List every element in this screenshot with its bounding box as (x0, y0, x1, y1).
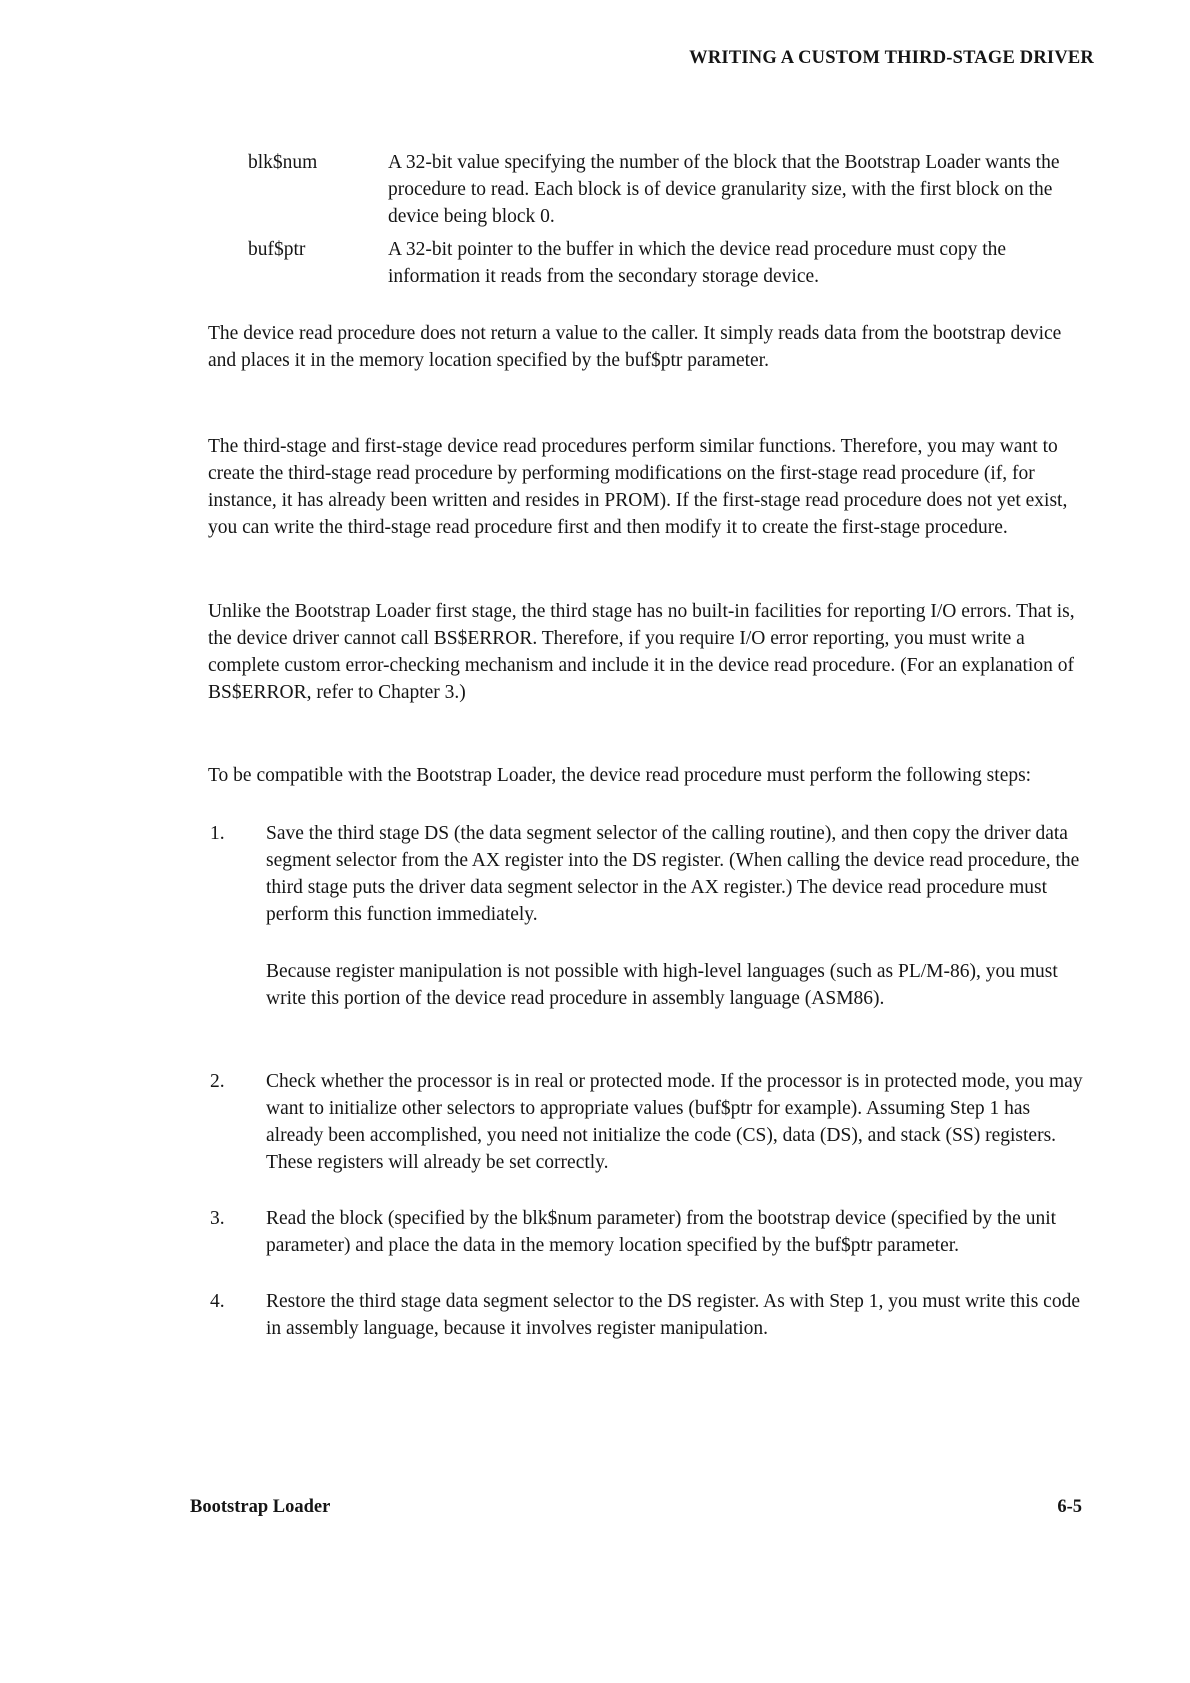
step-number: 1. (210, 823, 225, 844)
param-name: blk$num (248, 152, 318, 173)
page-header: WRITING A CUSTOM THIRD-STAGE DRIVER (689, 48, 1094, 68)
step-text: Check whether the processor is in real or protected mode. If the processor is in protected mode, you may want to initialize other selectors to appropriate values (buf$ptr for example). Assuming Step 1 has already been accomplished, you need not initialize the code (CS), data (DS), and stack (SS) registers. These registers will already be set correctly. (266, 1071, 1083, 1173)
body-paragraph: To be compatible with the Bootstrap Loader, the device read procedure must perform the following steps: (208, 765, 1032, 786)
param-description: A 32-bit value specifying the number of the block that the Bootstrap Loader wants the procedure to read. Each block is of device granularity size, with the first block on the device being block 0. (388, 152, 1060, 227)
step-number: 4. (210, 1291, 225, 1312)
step-number: 2. (210, 1071, 225, 1092)
param-name: buf$ptr (248, 239, 306, 260)
body-paragraph: Unlike the Bootstrap Loader first stage, the third stage has no built-in facilities for reporting I/O errors. That is, the device driver cannot call BS$ERROR. Therefore, if you require I/O error reporting, you must write a complete custom error-checking mechanism and include it in the device read procedure. (For an explanation of BS$ERROR, refer to Chapter 3.) (208, 601, 1075, 703)
step-note: Because register manipulation is not possible with high-level languages (such as PL/M-86), you must write this portion of the device read procedure in assembly language (ASM86). (266, 961, 1058, 1009)
step-text: Save the third stage DS (the data segment selector of the calling routine), and then copy the driver data segment selector from the AX register into the DS register. (When calling the device read procedure, the third stage puts the driver data segment selector in the AX register.) The device read procedure must perform this function immediately. (266, 823, 1080, 925)
body-paragraph: The third-stage and first-stage device read procedures perform similar functions. Therefore, you may want to create the third-stage read procedure by performing modifications on the first-stage read procedure (if, for instance, it has already been written and resides in PROM). If the first-stage read procedure does not yet exist, you can write the third-stage read procedure first and then modify it to create the first-stage procedure. (208, 436, 1068, 538)
step-text: Read the block (specified by the blk$num parameter) from the bootstrap device (specified by the unit parameter) and place the data in the memory location specified by the buf$ptr parameter. (266, 1208, 1057, 1256)
param-description: A 32-bit pointer to the buffer in which the device read procedure must copy the information it reads from the secondary storage device. (388, 239, 1007, 287)
step-number: 3. (210, 1208, 225, 1229)
footer-title: Bootstrap Loader (190, 1497, 331, 1517)
step-text: Restore the third stage data segment selector to the DS register. As with Step 1, you must write this code in assembly language, because it involves register manipulation. (266, 1291, 1080, 1339)
body-paragraph: The device read procedure does not return a value to the caller. It simply reads data from the bootstrap device and places it in the memory location specified by the buf$ptr parameter. (208, 323, 1062, 371)
page-number: 6-5 (1057, 1497, 1082, 1517)
